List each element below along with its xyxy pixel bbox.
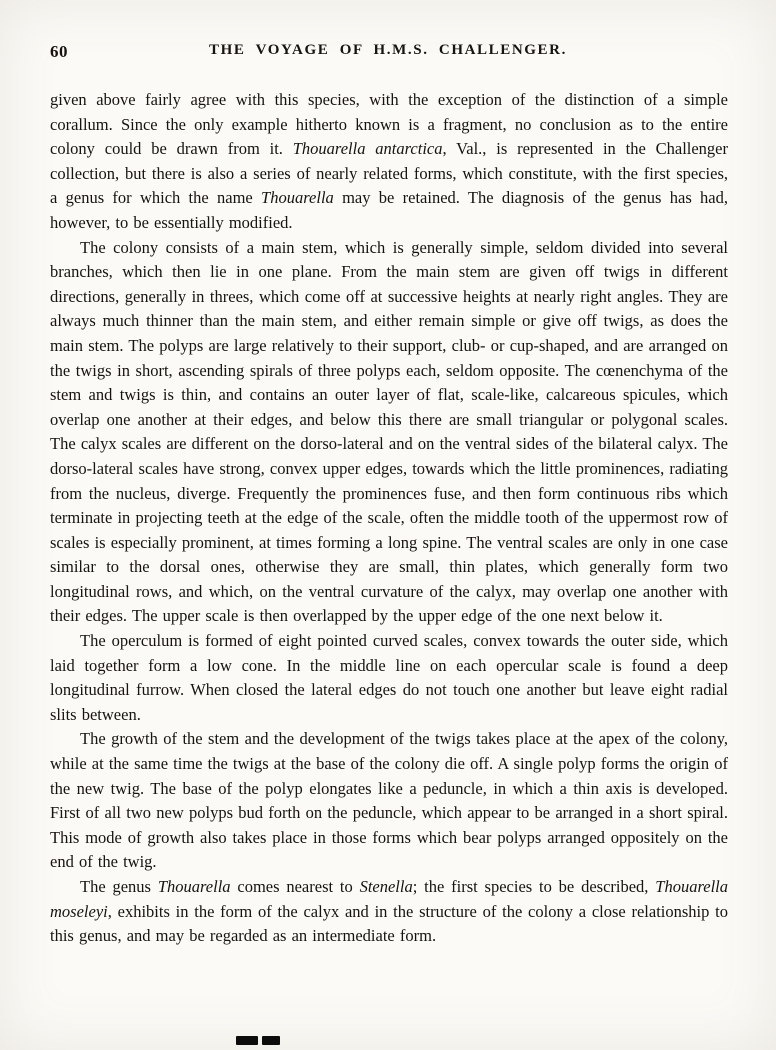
text-run: The colony consists of a main stem, which is generally simple, seldom divided into several branches, which then lie in one plane. From the main stem are given off twigs in different directions, generally in threes, which come off at successive heights at nearly right angles. They are always much thinner than the main stem, and either remain simple or give off twigs, as does the main stem. The polyps are large relatively to their support, club- or cup-shaped, and are arranged on the twigs in short, ascending spirals of three polyps each, seldom opposite. The cœnenchyma of the stem and twigs is thin, and contains an outer layer of flat, scale-like, calcareous spicules, which overlap one another at their edges, and below this there are small triangular or polygonal scales. The calyx scales are different on the dorso-lateral and on the ventral sides of the bilateral calyx. The dorso-lateral scales have strong, convex upper edges, towards which the little prominences, radiating from the nucleus, diverge. Frequently the prominences fuse, and then form continuous ribs which terminate in projecting teeth at the edge of the scale, often the middle tooth of the uppermost row of scales is especially prominent, at times forming a long spine. The ventral scales are only in one case similar to the dorsal ones, otherwise they are small, thin plates, which generally form two longitudinal rows, and which, on the ventral curvature of the calyx, may overlap one another with their edges. The upper scale is then overlapped by the upper edge of the one next below it. (50, 237, 728, 626)
paragraph (50, 236, 728, 630)
page-number: 60 (50, 42, 68, 61)
italic-text: Thouarella antarctica (292, 139, 443, 159)
text-run: The genus (80, 877, 158, 896)
text-run: ; the first species to be described, (412, 877, 656, 896)
text-run: comes nearest to (230, 877, 360, 896)
running-title: THE VOYAGE OF H.M.S. CHALLENGER. (209, 42, 567, 58)
text-run: , Val., is represented in the Challenger collection, but there is also a series of nearly related forms, which constitute, with the first species, a genus for which the name (50, 139, 729, 208)
scan-artifact (236, 1036, 258, 1045)
text-run: given above fairly agree with this species, with the exception of the distinction of a simple corallum. Since the only example hitherto known is a fragment, no conclusion as to the entire colony could be drawn from it. (50, 90, 728, 159)
text-run: may be retained. The diagnosis of the genus has had, however, to be essentially modified. (50, 188, 728, 232)
paragraph (50, 875, 728, 949)
italic-text: Thouarella (157, 877, 231, 896)
page-header (0, 0, 776, 72)
italic-text: Thouarella moseleyi (50, 877, 728, 921)
paragraph (50, 88, 728, 236)
text-run: , exhibits in the form of the calyx and in the structure of the colony a close relationship to this genus, and may be regarded as an intermediate form. (50, 901, 728, 946)
scan-artifact (262, 1036, 280, 1045)
page-body (0, 72, 776, 949)
italic-text: Thouarella (261, 188, 334, 208)
italic-text: Stenella (359, 877, 413, 896)
paragraph (50, 727, 728, 875)
text-run: The growth of the stem and the development of the twigs takes place at the apex of the colony, while at the same time the twigs at the base of the colony die off. A single polyp forms the origin of the new twig. The base of the polyp elongates like a peduncle, in which a thin axis is developed. First of all two new polyps bud forth on the peduncle, which appear to be arranged in a short spiral. This mode of growth also takes place in those forms which bear polyps arranged oppositely on the end of the twig. (50, 729, 728, 872)
text-run: The operculum is formed of eight pointed curved scales, convex towards the outer side, which laid together form a low cone. In the middle line on each opercular scale is found a deep longitudinal furrow. When closed the lateral edges do not touch one another but leave eight radial slits between. (50, 631, 728, 724)
paragraph (50, 629, 728, 727)
